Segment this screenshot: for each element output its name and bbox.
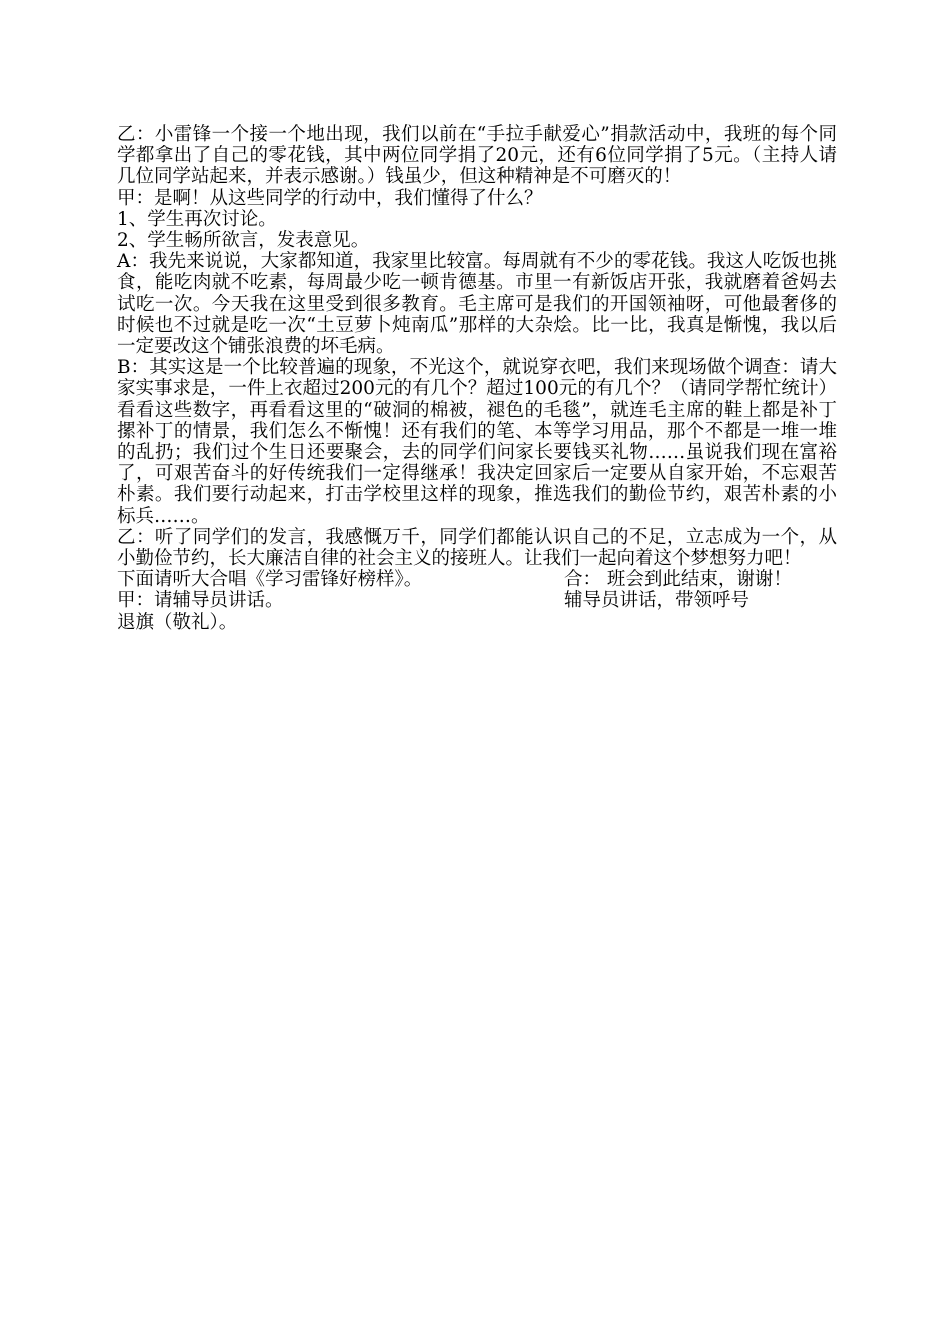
closing-end-text: 合： 班会到此结束，谢谢！	[564, 569, 792, 591]
paragraph-yi-lei-feng: 乙：小雷锋一个接一个地出现，我们以前在“手拉手献爱心”捐款活动中，我班的每个同学都拿出了自己的零花钱，其中两位同学捐了20元，还有6位同学捐了5元。（主持人请几位同学站起来，并表示感谢。）钱虽少，但这种精神是不可磨灭的！	[117, 124, 837, 188]
closing-counselor-invite: 甲：请辅导员讲话。	[117, 590, 284, 612]
closing-counselor-speech: 辅导员讲话，带领呼号	[564, 590, 750, 612]
paragraph-step-2: 2、学生畅所欲言，发表意见。	[117, 230, 370, 252]
paragraph-jia-question: 甲：是啊！从这些同学的行动中，我们懂得了什么？	[117, 187, 543, 209]
paragraph-speaker-b: B：其实这是一个比较普遍的现象，不光这个，就说穿衣吧，我们来现场做个调查：请大家实事求是，一件上衣超过200元的有几个？超过100元的有几个？（请同学帮忙统计）看看这些数字，再看看这里的“破洞的棉被，褪色的毛毯”，就连毛主席的鞋上都是补丁摞补丁的情景，我们怎么不惭愧！还有我们的笔、本等学习用品，那个不都是一堆一堆的乱扔；我们过个生日还要聚会，去的同学们问家长要钱买礼物……虽说我们现在富裕了，可艰苦奋斗的好传统我们一定得继承！我决定回家后一定要从自家开始，不忘艰苦朴素。我们要行动起来，打击学校里这样的现象，推选我们的勤俭节约，艰苦朴素的小标兵……。	[117, 357, 837, 527]
closing-chorus-text: 下面请听大合唱《学习雷锋好榜样》。	[117, 569, 423, 591]
paragraph-speaker-a: A：我先来说说，大家都知道，我家里比较富。每周就有不少的零花钱。我这人吃饭也挑食，能吃肉就不吃素，每周最少吃一顿肯德基。市里一有新饭店开张，我就磨着爸妈去试吃一次。今天我在这里受到很多教育。毛主席可是我们的开国领袖呀，可他最奢侈的时候也不过就是吃一次“土豆萝卜炖南瓜”那样的大杂烩。比一比，我真是惭愧，我以后一定要改这个铺张浪费的坏毛病。	[117, 251, 837, 358]
document-body	[117, 124, 837, 633]
paragraph-yi-summary: 乙：听了同学们的发言，我感慨万千，同学们都能认识自己的不足，立志成为一个，从小勤俭节约，长大廉洁自律的社会主义的接班人。让我们一起向着这个梦想努力吧！	[117, 526, 837, 570]
closing-row-1	[117, 569, 837, 590]
closing-row-2	[117, 590, 837, 611]
paragraph-step-1: 1、学生再次讨论。	[117, 208, 277, 230]
closing-flag-retreat: 退旗（敬礼）。	[117, 611, 238, 633]
